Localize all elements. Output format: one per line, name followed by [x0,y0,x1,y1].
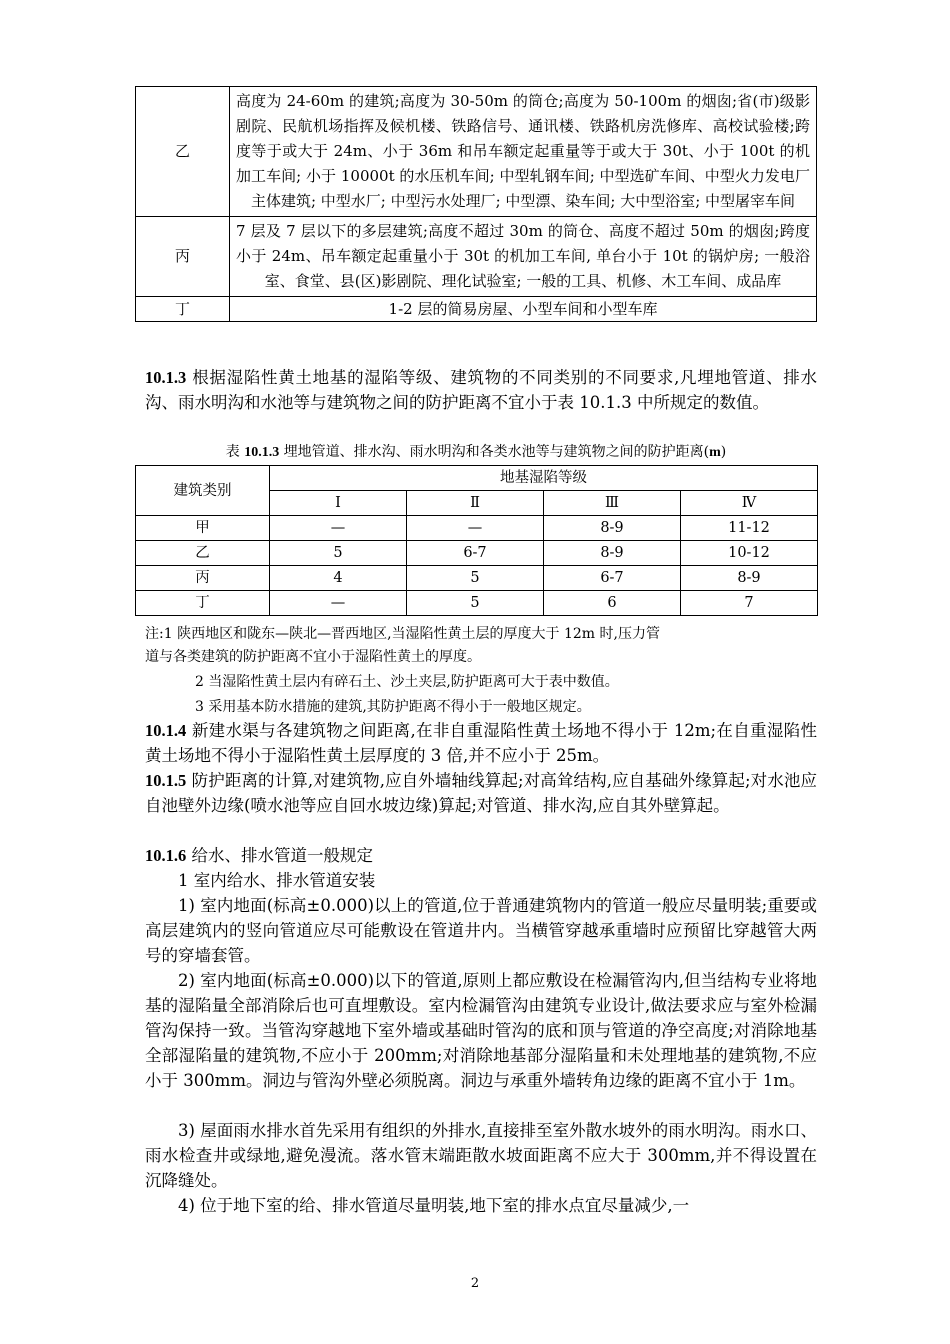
table-note-2: 2 当湿陷性黄土层内有碎石土、沙土夹层,防护距离可大于表中数值。 [195,674,619,690]
table-cell: 10-12 [681,541,818,566]
item-3: 3) 屋面雨水排水首先采用有组织的外排水,直接排至室外散水坡外的雨水明沟。雨水口、雨水检查井或绿地,避免漫流。落水管末端距散水坡面距离不应大于 300mm,并不得设置在沉降缝处。 [145,1121,817,1190]
header-grade: Ⅱ [407,491,544,516]
row-category: 丙 [136,566,270,591]
caption-unit: m [709,445,721,460]
table-cell: — [270,591,407,616]
clause-number: 10.1.5 [145,771,187,790]
page-number: 2 [470,1276,480,1291]
row-category: 乙 [136,541,270,566]
table-row [136,591,818,616]
table-cell: 4 [270,566,407,591]
table-cell: 8-9 [544,541,681,566]
header-grade: Ⅳ [681,491,818,516]
table-cell: 6-7 [544,566,681,591]
clause-text: 给水、排水管道一般规定 [186,846,373,865]
clause-10-1-6 [145,843,817,868]
table-note-1-cont: 道与各类建筑的防护距离不宜小于湿陷性黄土的厚度。 [145,649,481,665]
clause-number: 10.1.4 [145,721,187,740]
table-cell: 8-9 [544,516,681,541]
table-cell: 6-7 [407,541,544,566]
caption-prefix: 表 [225,444,245,460]
category-cell: 丁 [136,297,230,322]
header-category: 建筑类别 [136,466,270,516]
header-group: 地基湿陷等级 [270,466,818,491]
item-1: 1) 室内地面(标高±0.000)以上的管道,位于普通建筑物内的管道一般应尽量明装;重要或高层建筑内的竖向管道应尽可能敷设在管道井内。当横管穿越承重墙时应预留比穿越管大两号的穿墙套管。 [145,896,817,965]
table-cell: 5 [270,541,407,566]
header-grade: Ⅰ [270,491,407,516]
table-cell: 5 [407,566,544,591]
table-caption [135,442,817,463]
description-cell: 高度为 24-60m 的建筑;高度为 30-50m 的筒仓;高度为 50-100m 的烟囱;省(市)级影剧院、民航机场指挥及候机楼、铁路信号、通讯楼、铁路机房洗修库、高校试验楼;跨度等于或大于 24m、小于 36m 和吊车额定起重量等于或大于 30t、小于 100t 的机加工车间; 小于 10000t 的水压机车间; 中型轧钢车间; 中型选矿车间、中型火力发电厂主体建筑; 中型水厂; 中型污水处理厂; 中型漂、染车间; 大中型浴室; 中型屠宰车间 [230,87,817,217]
item-2: 2) 室内地面(标高±0.000)以下的管道,原则上都应敷设在检漏管沟内,但当结构专业将地基的湿陷量全部消除后也可直埋敷设。室内检漏管沟由建筑专业设计,做法要求应与室外检漏管沟保持一致。当管沟穿越地下室外墙或基础时管沟的底和顶与管道的净空高度;对消除地基全部湿陷量的建筑物,不应小于 200mm;对消除地基部分湿陷量和未处理地基的建筑物,不应小于 300mm。洞边与管沟外壁必须脱离。洞边与承重外墙转角边缘的距离不宜小于 1m。 [145,971,817,1090]
table-row [136,297,817,322]
table-note-1: 注:1 陕西地区和陇东—陕北—晋西地区,当湿陷性黄土层的厚度大于 12m 时,压力管 [145,626,660,642]
clause-number: 10.1.6 [145,846,187,865]
table-row [136,87,817,217]
clause-number: 10.1.3 [145,368,187,387]
table-cell: 7 [681,591,818,616]
subsection-1: 1 室内给水、排水管道安装 [178,871,376,890]
caption-suffix: ) [720,444,727,460]
category-cell: 丙 [136,217,230,297]
row-category: 甲 [136,516,270,541]
table-cell: 6 [544,591,681,616]
building-category-table [135,86,817,322]
table-row [136,541,818,566]
table-cell: — [407,516,544,541]
table-cell: 5 [407,591,544,616]
clause-10-1-5 [145,768,817,818]
description-cell: 7 层及 7 层以下的多层建筑;高度不超过 30m 的筒仓、高度不超过 50m 的烟囱;跨度小于 24m、吊车额定起重量小于 30t 的机加工车间, 单台小于 10t 的锅炉房; 一般浴室、食堂、县(区)影剧院、理化试验室; 一般的工具、机修、木工车间、成品库 [230,217,817,297]
table-cell: 8-9 [681,566,818,591]
clause-text: 根据湿陷性黄土地基的湿陷等级、建筑物的不同类别的不同要求,凡埋地管道、排水沟、雨水明沟和水池等与建筑物之间的防护距离不宜小于表 10.1.3 中所规定的数值。 [145,368,817,412]
description-cell: 1-2 层的简易房屋、小型车间和小型车库 [230,297,817,322]
table-row [136,566,818,591]
item-4: 4) 位于地下室的给、排水管道尽量明装,地下室的排水点宜尽量减少,一 [178,1196,690,1215]
table-row [136,516,818,541]
clause-text: 新建水渠与各建筑物之间距离,在非自重湿陷性黄土场地不得小于 12m;在自重湿陷性黄土场地不得小于湿陷性黄土层厚度的 3 倍,并不应小于 25m。 [145,721,817,765]
clause-10-1-3 [145,365,817,415]
table-note-3: 3 采用基本防水措施的建筑,其防护距离不得小于一般地区规定。 [195,699,591,715]
table-header-row [136,466,818,491]
clause-10-1-4 [145,718,817,768]
category-cell: 乙 [136,87,230,217]
table-cell: 11-12 [681,516,818,541]
caption-text: 埋地管道、排水沟、雨水明沟和各类水池等与建筑物之间的防护距离( [279,444,710,460]
caption-number: 10.1.3 [244,445,280,460]
clause-text: 防护距离的计算,对建筑物,应自外墙轴线算起;对高耸结构,应自基础外缘算起;对水池应自池壁外边缘(喷水池等应自回水坡边缘)算起;对管道、排水沟,应自其外壁算起。 [145,771,817,815]
table-row [136,217,817,297]
header-grade: Ⅲ [544,491,681,516]
table-cell: — [270,516,407,541]
protection-distance-table [135,465,818,616]
row-category: 丁 [136,591,270,616]
